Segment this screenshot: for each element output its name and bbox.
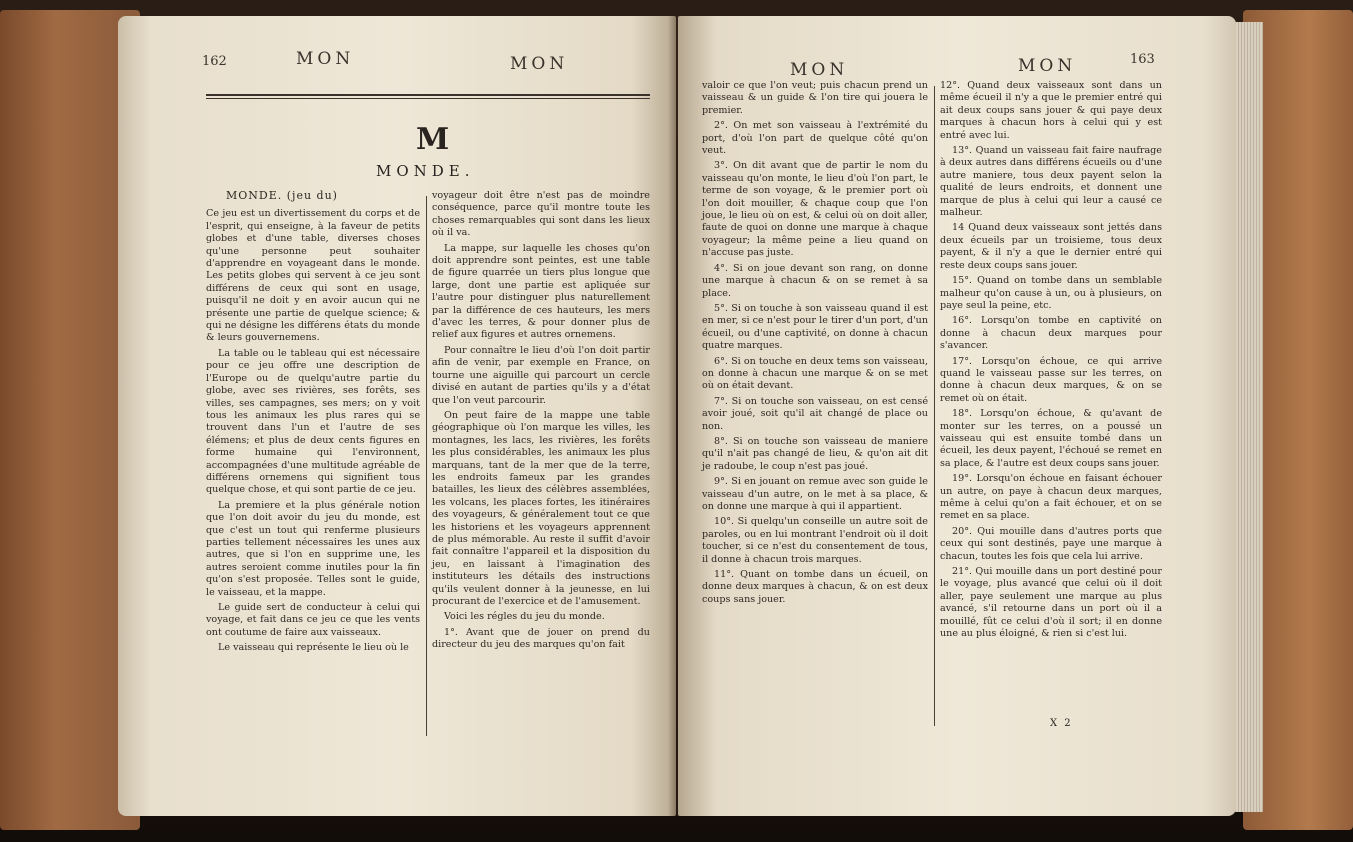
right-page-column-1	[702, 80, 928, 609]
paragraph: Ce jeu est un divertissement du corps et de l'esprit, qui enseigne, à la faveur de petits globes et d'une table, diverses choses qu'une personne peut souhaiter d'apprendre en voyageant dans le monde. Les petits globes qui servent à ce jeu sont différens de ceux qui sont en usage, puisqu'il ne doit y en avoir aucun qui ne présente une partie de quelque science; & qui ne désigne les différens états du monde & leurs gouvernemens.	[206, 208, 420, 344]
paragraph: Le vaisseau qui représente le lieu où le	[218, 642, 409, 654]
right-page	[678, 16, 1236, 816]
paragraph: 10°. Si quelqu'un conseille un autre soit de paroles, ou en lui montrant l'endroit où il doit toucher, si ce n'est du consentement de tous, il donne à chacun trois marques.	[702, 516, 928, 565]
paragraph: La table ou le tableau qui est nécessaire pour ce jeu offre une description de l'Europe ou de quelqu'autre partie du globe, avec ses rivières, ses forêts, ses villes, ses campagnes, ses mers; on y voit tous les animaux les plus rares qui se trouvent dans l'un et l'autre de ses élémens; et plus de deux cents figures en forme humaine qui l'environnent, accompagnées d'une multitude agréable de différens ornemens qui signifient tous quelque chose, et qui sont partie de ce jeu.	[206, 347, 420, 496]
letter-heading: M	[416, 122, 450, 157]
right-page-column-2	[940, 80, 1162, 643]
paragraph: valoir ce que l'on veut; puis chacun prend un vaisseau & un guide & l'on tire qui jouera le premier.	[702, 80, 928, 116]
paragraph: voyageur doit être n'est pas de moindre conséquence, parce qu'il montre toute les choses remarquables qui sont dans les lieux où il va.	[432, 190, 650, 239]
paragraph: 7°. Si on touche son vaisseau, on est censé avoir joué, soit qu'il ait changé de place ou non.	[702, 395, 928, 432]
paragraph: 18°. Lorsqu'on échoue, & qu'avant de monter sur les terres, on a poussé un vaisseau qui est ensuite tombé dans un écueil, les deux payent, l'échoué se remet en sa place, & l'autre est deux coups sans jouer.	[940, 408, 1162, 469]
running-header-left: MON	[296, 49, 355, 69]
running-header-right: MON	[510, 54, 569, 74]
page-edges	[1233, 22, 1263, 812]
paragraph: 13°. Quand un vaisseau fait faire naufrage à deux autres dans différens écueils ou d'une autre maniere, tous deux payent selon la qualité de leurs endroits, et donnent une marque de plus à celui qui leur a causé ce malheur.	[940, 145, 1162, 219]
page-number-right: 163	[1130, 52, 1155, 67]
paragraph: 11°. Quant on tombe dans un écueil, on donne deux marques à chacun, & on est deux coups sans jouer.	[702, 569, 928, 605]
paragraph: 8°. Si on touche son vaisseau de maniere qu'il n'ait pas changé de lieu, & qu'on ait dit je radoube, le coup n'est pas joué.	[702, 435, 928, 472]
paragraph: Voici les régles du jeu du monde.	[444, 611, 605, 623]
paragraph: On peut faire de la mappe une table géographique où l'on marque les villes, les montagnes, les lacs, les rivières, les forêts les plus considérables, les animaux les plus marquans, tant de la mer que de la terre, les endroits fameux par les grandes batailles, les lieux des célèbres assemblées, les volcans, les places fortes, les itinéraires des voyageurs, & généralement tout ce que les historiens et les voyageurs apprennent de plus mémorable. Au reste il suffit d'avoir fait connaître l'appareil et la disposition du jeu, en laissant à l'imagination des instituteurs les détails des instructions qu'ils veulent donner à la jeunesse, en lui procurant de l'exercice et de l'amusement.	[432, 409, 650, 607]
paragraph: La premiere et la plus générale notion que l'on doit avoir du jeu du monde, est que c'est un tout qui renferme plusieurs parties tellement nécessaires les unes aux autres, que si l'on en supprime une, les autres seroient comme inutiles pour la fin qu'on s'est proposée. Telles sont le guide, le vaisseau, et la mappe.	[206, 499, 420, 598]
signature-mark: X 2	[1050, 718, 1073, 729]
paragraph: 17°. Lorsqu'on échoue, ce qui arrive quand le vaisseau passe sur les terres, on donne à chacun deux marques, & on se remet où on était.	[940, 355, 1162, 404]
column-divider	[934, 86, 935, 726]
column-divider	[426, 196, 427, 736]
paragraph: 5°. Si on touche à son vaisseau quand il est en mer, si ce n'est pour le tirer d'un port, d'un écueil, ou d'une captivité, on donne à chacun quatre marques.	[702, 302, 928, 352]
paragraph: 19°. Lorsqu'on échoue en faisant échouer un autre, on paye à chacun deux marques, même à celui qu'on a fait échouer, et on se remet en sa place.	[940, 473, 1162, 522]
left-page	[118, 16, 676, 816]
paragraph: 4°. Si on joue devant son rang, on donne une marque à chacun & on se remet à sa place.	[702, 262, 928, 299]
paragraph: 3°. On dit avant que de partir le nom du vaisseau qu'on monte, le lieu d'où l'on part, le terme de son voyage, & le premier port où l'on doit mouiller, & chaque coup que l'on joue, le lieu où on est, & celui où on doit aller, faute de quoi on donne une marque à chaque voyageur; la même peine a lieu quand on n'accuse pas juste.	[702, 160, 928, 259]
header-rule-thin	[206, 98, 650, 99]
paragraph: 16°. Lorsqu'on tombe en captivité on donne à chacun deux marques pour s'avancer.	[940, 315, 1162, 352]
page-number-left: 162	[202, 54, 227, 69]
paragraph: La mappe, sur laquelle les choses qu'on doit apprendre sont peintes, est une table de figure quarrée un tiers plus longue que large, dont une partie est apliquée sur l'autre pour distinguer plus naturellement par la différence de ces hauteurs, les mers d'avec les terres, & pour donner plus de relief aux figures et autres ornemens.	[432, 242, 650, 341]
paragraph: 14 Quand deux vaisseaux sont jettés dans deux écueils par un troisieme, tous deux payent, & il n'y a que le dernier entré qui reste deux coups sans jouer.	[940, 222, 1162, 271]
paragraph: 21°. Qui mouille dans un port destiné pour le voyage, plus avancé que celui où il doit aller, paye seulement une marque au plus avancé, s'il retourne dans un port où il a mouillé, fût ce celui d'où il sort; il en donne une au plus éloigné, & rien si c'est lui.	[940, 566, 1162, 640]
paragraph: 2°. On met son vaisseau à l'extrémité du port, d'où l'on part de quelque côté qu'on veut.	[702, 120, 928, 157]
paragraph: Le guide sert de conducteur à celui qui voyage, et fait dans ce jeu ce que les vents ont coutume de faire aux vaisseaux.	[206, 602, 420, 638]
paragraph: 9°. Si en jouant on remue avec son guide le vaisseau d'un autre, on le met à sa place, & on donne une marque à qui il appartient.	[702, 476, 928, 512]
article-title: MONDE. (jeu du)	[226, 189, 338, 202]
left-page-column-2	[432, 190, 650, 655]
left-page-column-1	[206, 190, 420, 658]
paragraph: Pour connaître le lieu d'où l'on doit partir afin de venir, par exemple en France, on tourne une aiguille qui parcourt un cercle divisé en autant de parties qu'ils y a d'état que l'on veut parcourir.	[432, 344, 650, 406]
paragraph: 12°. Quand deux vaisseaux sont dans un même écueil il n'y a que le premier entré qui ait deux coups sans jouer & qui paye deux marques à chacun hors à celui qui y est entré avec lui.	[940, 80, 1162, 141]
header-rule	[206, 94, 650, 96]
paragraph: 15°. Quand on tombe dans un semblable malheur qu'on cause à un, ou à plusieurs, on paye seul la peine, etc.	[940, 275, 1162, 311]
running-header-right: MON	[1018, 56, 1077, 76]
running-header-left: MON	[790, 60, 849, 80]
paragraph: 1°. Avant que de jouer on prend du directeur du jeu des marques qu'on fait	[432, 626, 650, 651]
section-title: MONDE.	[376, 162, 475, 180]
paragraph: 20°. Qui mouille dans d'autres ports que ceux qui sont destinés, paye une marque à chacun, toutes les fois que cela lui arrive.	[940, 525, 1162, 562]
paragraph: 6°. Si on touche en deux tems son vaisseau, on donne à chacun une marque & on se met où on était devant.	[702, 355, 928, 392]
